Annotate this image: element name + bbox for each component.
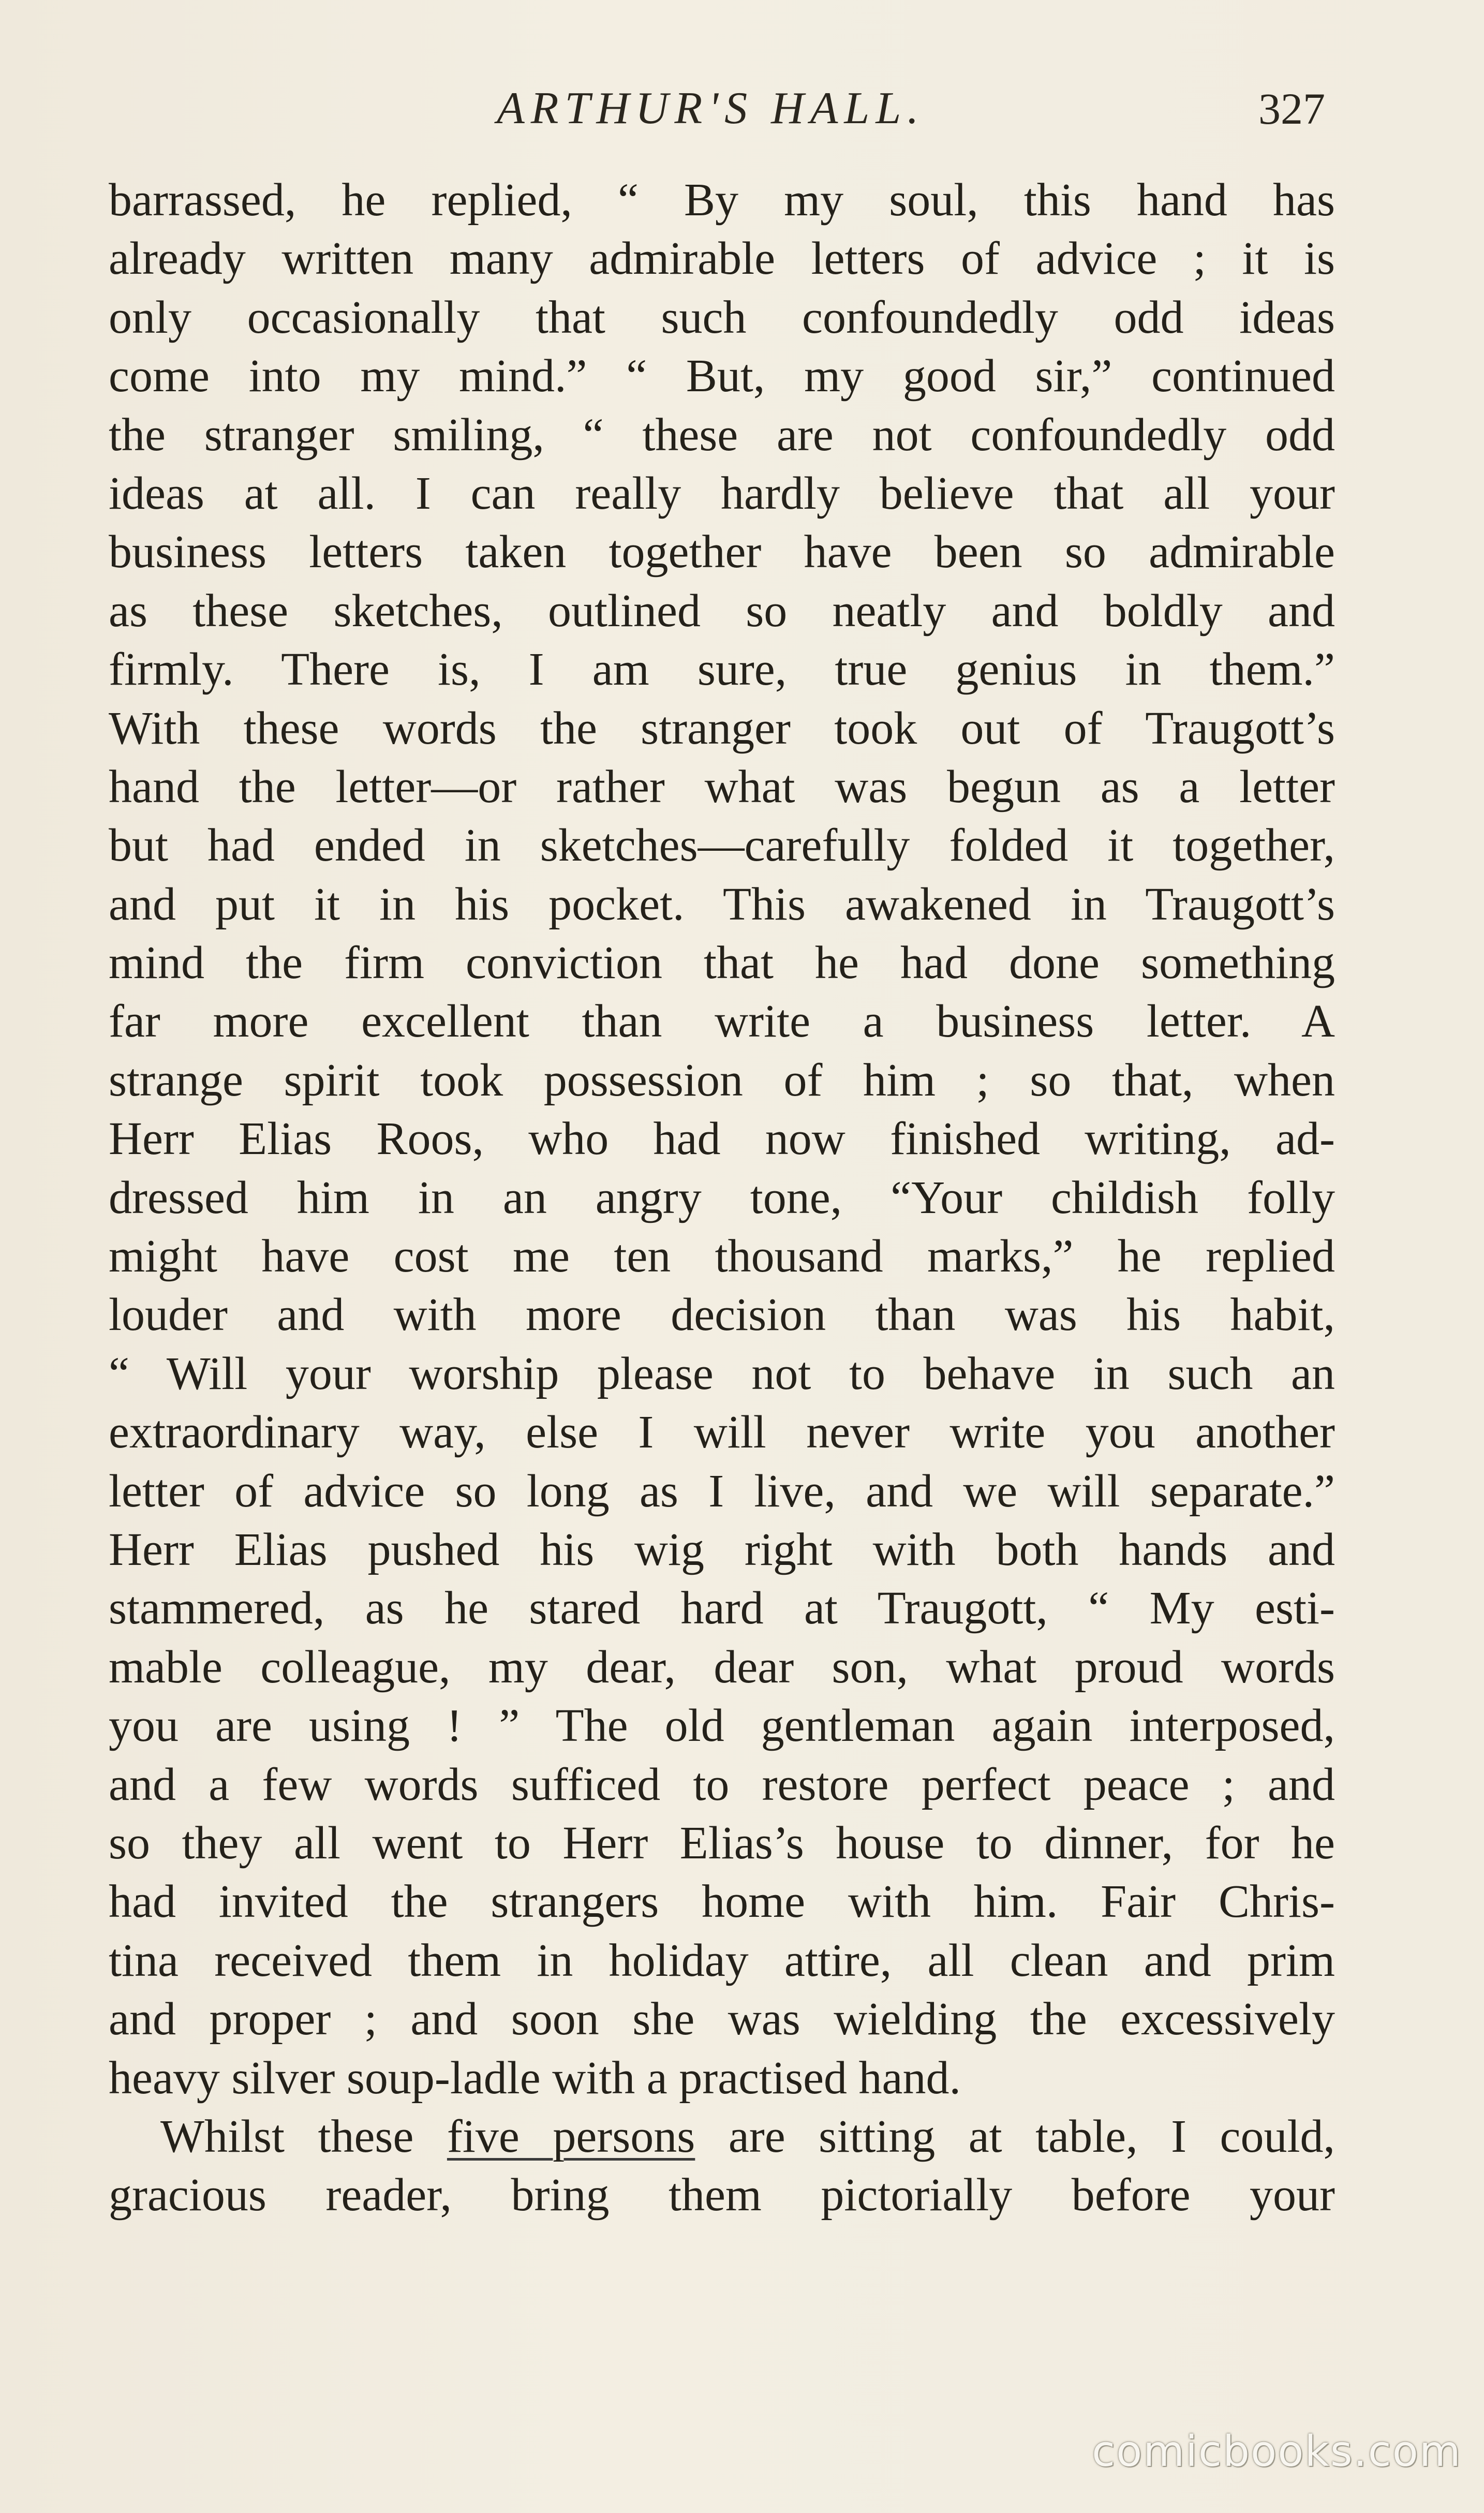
text-line: stammered, as he stared hard at Traugott, “ My esti- (109, 1583, 1335, 1634)
text-line: as these sketches, outlined so neatly and boldly and (109, 585, 1335, 637)
paragraph-2 (109, 2107, 1335, 2225)
running-head: ARTHUR'S HALL. (497, 83, 925, 134)
text-segment: are sitting at table, I could, (695, 2110, 1335, 2162)
text-line: hand the letter—or rather what was begun as a letter (109, 761, 1335, 812)
text-line: heavy silver soup-ladle with a practised hand. (109, 2052, 961, 2104)
text-line: Herr Elias Roos, who had now finished writing, ad- (109, 1113, 1335, 1165)
text-line: letter of advice so long as I live, and we will separate.” (109, 1465, 1335, 1517)
text-line: and put it in his pocket. This awakened in Traugott’s (109, 878, 1335, 930)
text-line: and proper ; and soon she was wielding the excessively (109, 1993, 1335, 2045)
text-line: dressed him in an angry tone, “Your childish folly (109, 1172, 1335, 1223)
text-line: the stranger smiling, “ these are not confoundedly odd (109, 409, 1335, 461)
text-line: only occasionally that such confoundedly odd ideas (109, 291, 1335, 343)
text-line: had invited the strangers home with him. Fair Chris- (109, 1876, 1335, 1928)
body-text (109, 171, 1335, 2225)
text-line: extraordinary way, else I will never write you another (109, 1407, 1335, 1458)
text-line: so they all went to Herr Elias’s house to dinner, for he (109, 1817, 1335, 1869)
text-line: tina received them in holiday attire, all clean and prim (109, 1934, 1335, 1986)
text-line: you are using ! ” The old gentleman again interposed, (109, 1700, 1335, 1752)
text-line: might have cost me ten thousand marks,” he replied (109, 1231, 1335, 1282)
page-number: 327 (1258, 84, 1325, 134)
text-line: come into my mind.” “ But, my good sir,” continued (109, 350, 1335, 402)
text-line: business letters taken together have been so admirable (109, 526, 1335, 578)
paragraph-1 (109, 171, 1335, 2107)
text-line: far more excellent than write a business letter. A (109, 996, 1335, 1047)
text-line: mable colleague, my dear, dear son, what proud words (109, 1641, 1335, 1693)
text-line: Herr Elias pushed his wig right with both hands and (109, 1524, 1335, 1575)
text-line: already written many admirable letters of advice ; it is (109, 233, 1335, 285)
text-line: strange spirit took possession of him ; so that, when (109, 1054, 1335, 1106)
text-line: “ Will your worship please not to behave in such an (109, 1348, 1335, 1399)
text-line: With these words the stranger took out of Traugott’s (109, 702, 1335, 754)
text-line: ideas at all. I can really hardly believe that all your (109, 467, 1335, 519)
text-line: gracious reader, bring them pictorially before your (109, 2169, 1335, 2221)
page-header (0, 78, 1484, 140)
text-line (109, 2107, 1335, 2166)
underlined-phrase: five persons (447, 2110, 695, 2162)
watermark: comicbooks.com (1092, 2427, 1462, 2476)
text-line: barrassed, he replied, “ By my soul, this hand has (109, 174, 1335, 226)
text-line: firmly. There is, I am sure, true genius in them.” (109, 644, 1335, 696)
text-segment: Whilst these (160, 2110, 447, 2162)
text-line: mind the firm conviction that he had done something (109, 937, 1335, 989)
text-line: but had ended in sketches—carefully folded it together, (109, 820, 1335, 871)
text-line: and a few words sufficed to restore perfect peace ; and (109, 1758, 1335, 1810)
text-line: louder and with more decision than was his habit, (109, 1289, 1335, 1341)
